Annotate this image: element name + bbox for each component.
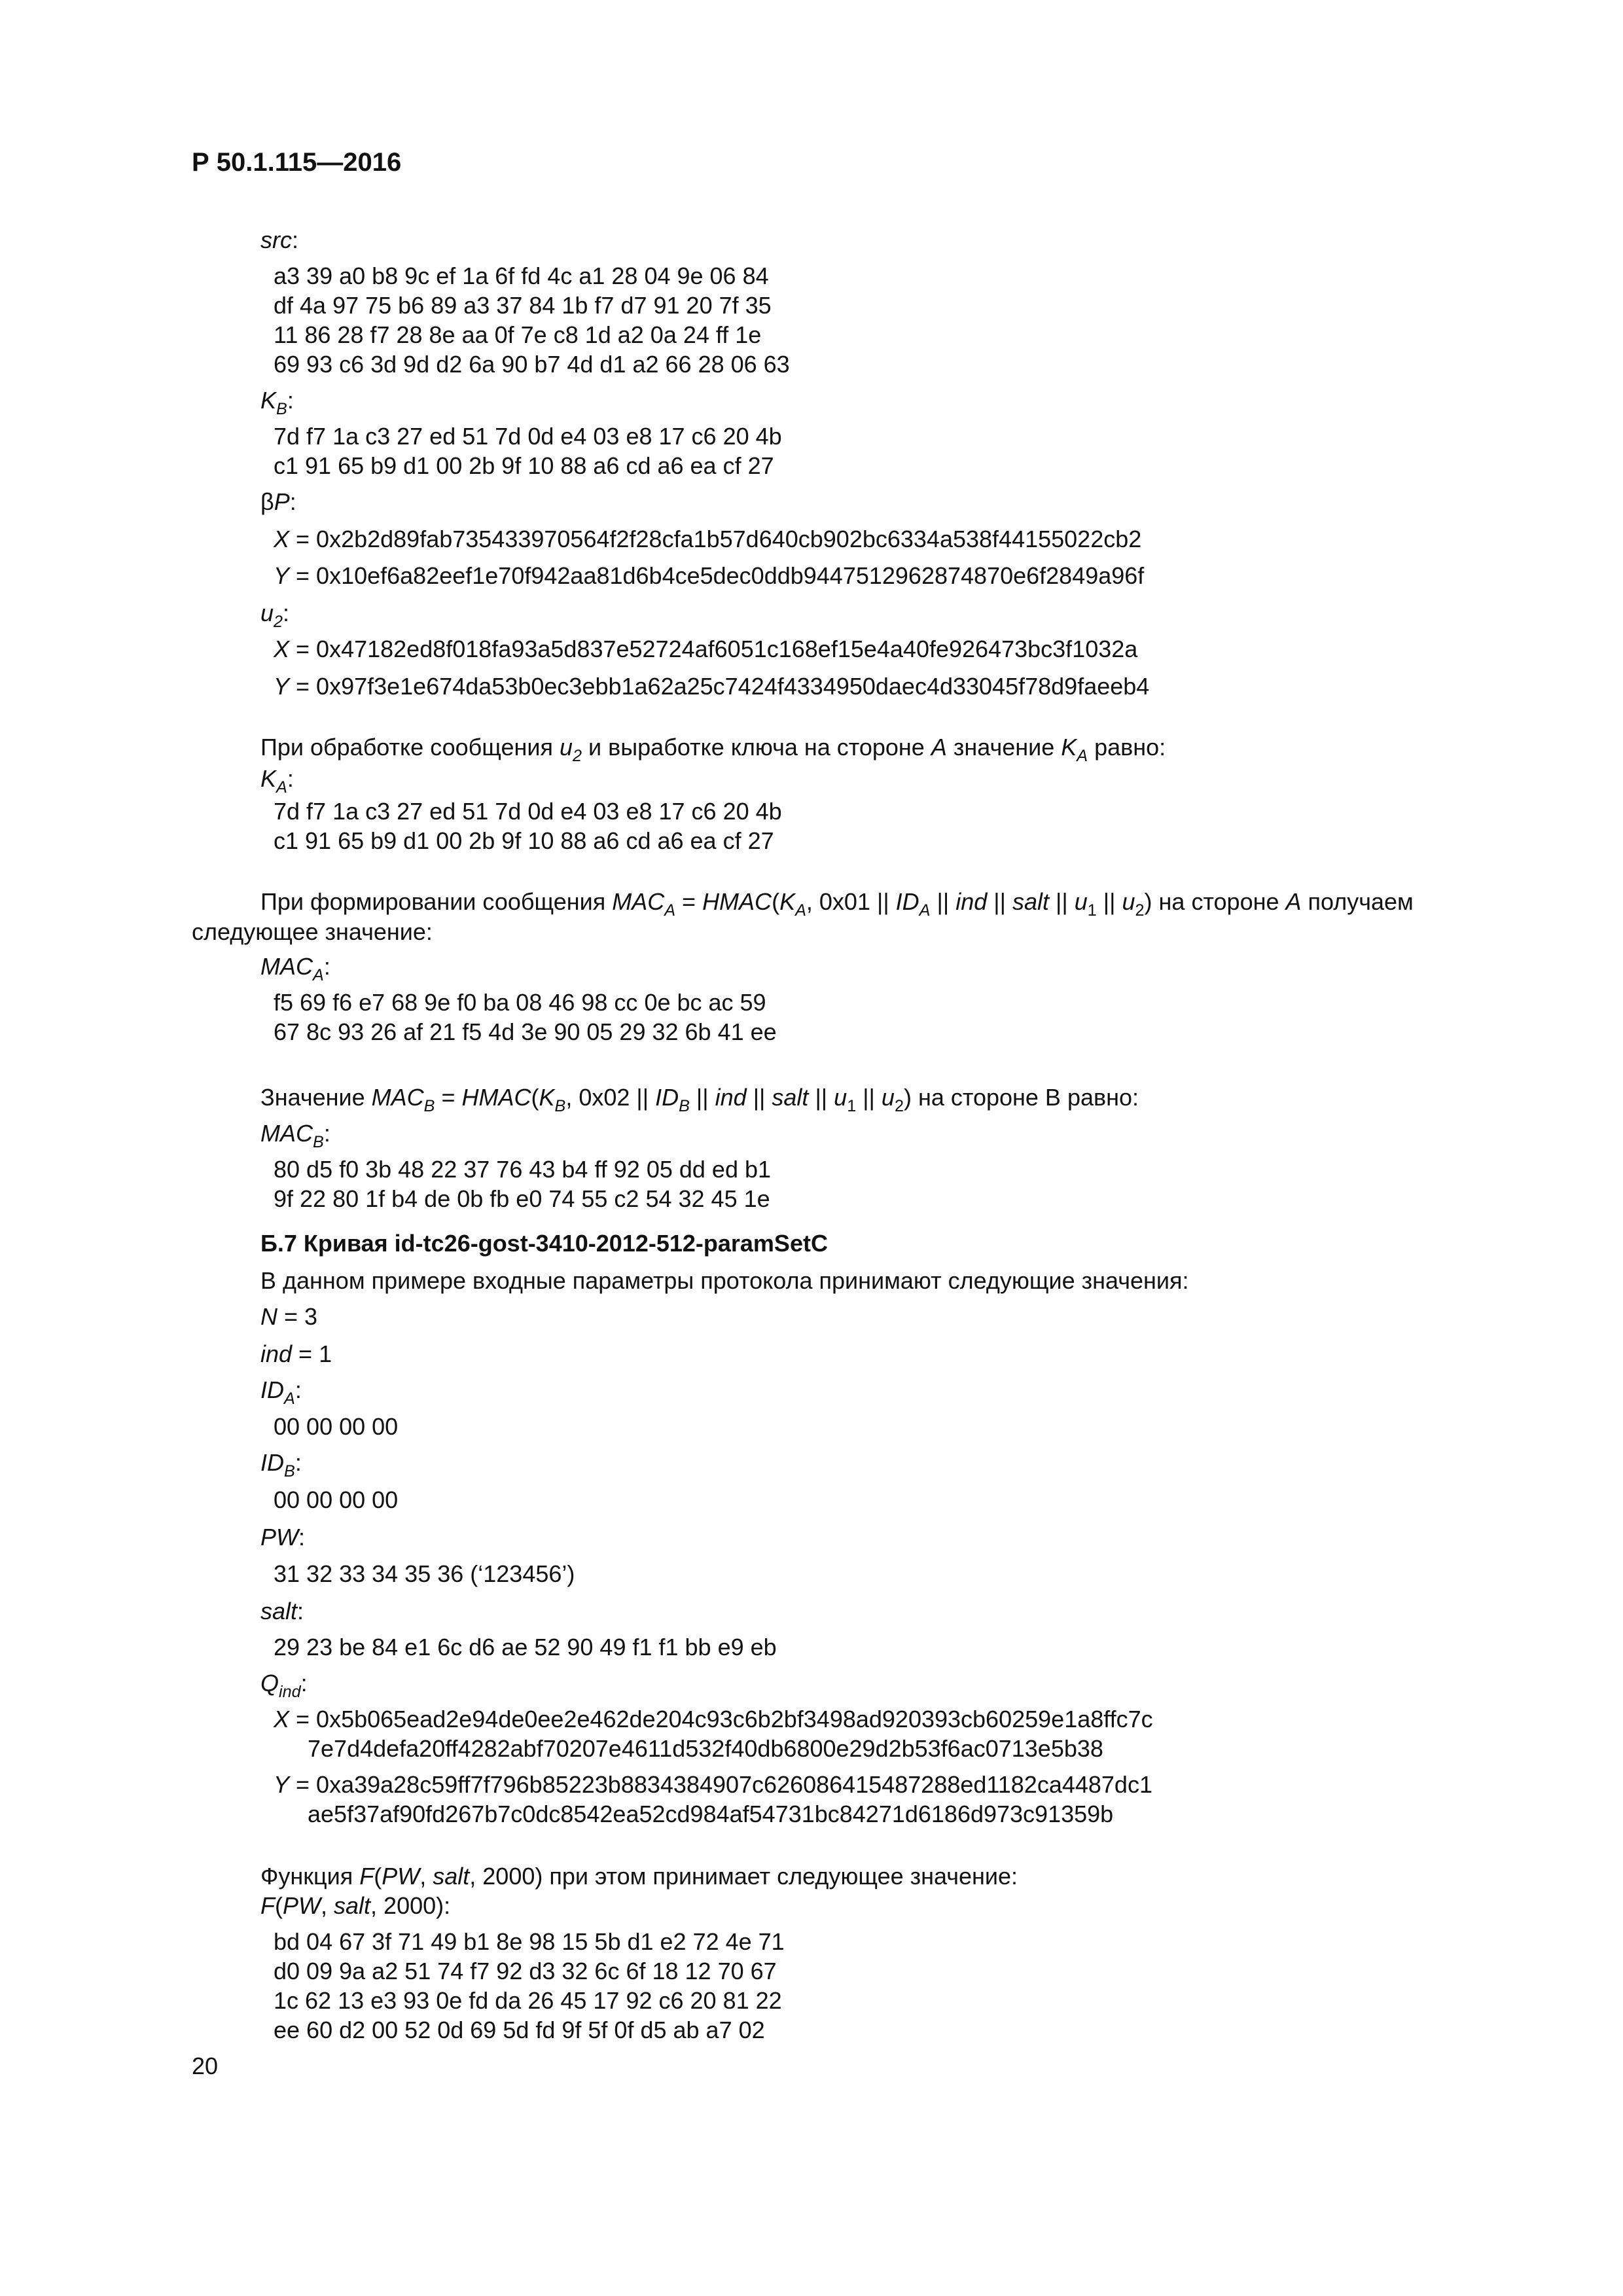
src-label: src:	[260, 226, 299, 253]
func-line-2: d0 09 9a a2 51 74 f7 92 d3 32 6c 6f 18 12 70 67	[274, 1958, 777, 1984]
section-intro: В данном примере входные параметры протокола принимают следующие значения:	[260, 1267, 1189, 1294]
bp-x: X = 0x2b2d89fab735433970564f2f28cfa1b57d640cb902bc6334a538f44155022cb2	[274, 526, 1142, 552]
salt-label: salt:	[260, 1598, 304, 1624]
salt-value: 29 23 be 84 e1 6c d6 ae 52 90 49 f1 f1 bb e9 eb	[274, 1634, 777, 1660]
param-n: N = 3	[260, 1303, 318, 1330]
macb-paragraph: Значение $MAC_B$ = $HMAC(K_B$, 0x02 || $ID_B$ || ind || salt || $u_1$ || $u_2$) на стороне В равно:	[260, 1084, 1139, 1115]
idb-value: 00 00 00 00	[274, 1486, 399, 1513]
u2-label: $u_2$:	[260, 600, 290, 631]
qind-y-line-2: ae5f37af90fd267b7c0dc8542ea52cd984af54731bc84271d6186d973c91359b	[308, 1801, 1114, 1827]
maca-paragraph-line-2: следующее значение:	[192, 918, 433, 945]
macb-line-2: 9f 22 80 1f b4 de 0b fb e0 74 55 c2 54 32 45 1e	[274, 1185, 770, 1212]
param-ind: ind = 1	[260, 1340, 332, 1367]
maca-line-1: f5 69 f6 e7 68 9e f0 ba 08 46 98 cc 0e bc ac 59	[274, 989, 766, 1016]
src-line-1: a3 39 a0 b8 9c ef 1a 6f fd 4c a1 28 04 9e 06 84	[274, 262, 769, 289]
maca-label: $MAC_A$:	[260, 953, 330, 984]
macb-line-1: 80 d5 f0 3b 48 22 37 76 43 b4 ff 92 05 dd ed b1	[274, 1156, 772, 1183]
ka-paragraph: При обработке сообщения $u_2$ и выработке ключа на стороне A значение $K_A$ равно:	[260, 734, 1166, 765]
qind-y-line-1: Y = 0xa39a28c59ff7f796b85223b8834384907c626086415487288ed1182ca4487dc1	[274, 1771, 1152, 1798]
maca-paragraph-line-1: При формировании сообщения $MAC_A$ = $HMAC(K_A$, 0x01 || $ID_A$ || ind || salt || $u_1$ || $u_2$) на стороне A получаем	[260, 888, 1414, 920]
ida-label: $ID_A$:	[260, 1376, 302, 1408]
kb-line-1: 7d f7 1a c3 27 ed 51 7d 0d e4 03 e8 17 c6 20 4b	[274, 423, 782, 450]
page-number: 20	[192, 2053, 219, 2079]
src-line-2: df 4a 97 75 b6 89 a3 37 84 1b f7 d7 91 20 7f 35	[274, 292, 772, 319]
qind-label: $Q_{ind}$:	[260, 1670, 308, 1701]
ka-label: $K_A$:	[260, 765, 294, 797]
macb-label: $MAC_B$:	[260, 1120, 330, 1151]
bp-label: βP:	[260, 488, 296, 515]
func-intro: Функция F(PW, salt, 2000) при этом принимает следующее значение:	[260, 1863, 1018, 1890]
ka-line-1: 7d f7 1a c3 27 ed 51 7d 0d e4 03 e8 17 c6 20 4b	[274, 798, 782, 825]
bp-y: Y = 0x10ef6a82eef1e70f942aa81d6b4ce5dec0ddb9447512962874870e6f2849a96f	[274, 562, 1145, 589]
qind-x-line-1: X = 0x5b065ead2e94de0ee2e462de204c93c6b2bf3498ad920393cb60259e1a8ffc7c	[274, 1706, 1153, 1732]
ka-line-2: c1 91 65 b9 d1 00 2b 9f 10 88 a6 cd a6 ea cf 27	[274, 827, 774, 854]
section-heading: Б.7 Кривая id-tc26-gost-3410-2012-512-paramSetC	[260, 1230, 828, 1257]
idb-label: $ID_B$:	[260, 1449, 302, 1480]
pw-label: PW:	[260, 1524, 306, 1551]
kb-line-2: c1 91 65 b9 d1 00 2b 9f 10 88 a6 cd a6 ea cf 27	[274, 452, 774, 479]
u2-x: X = 0x47182ed8f018fa93a5d837e52724af6051c168ef15e4a40fe926473bc3f1032a	[274, 636, 1138, 662]
ida-value: 00 00 00 00	[274, 1413, 399, 1440]
func-line-4: ee 60 d2 00 52 0d 69 5d fd 9f 5f 0f d5 ab a7 02	[274, 2017, 765, 2043]
func-line-3: 1c 62 13 e3 93 0e fd da 26 45 17 92 c6 20 81 22	[274, 1987, 782, 2014]
src-line-3: 11 86 28 f7 28 8e aa 0f 7e c8 1d a2 0a 24 ff 1e	[274, 321, 762, 348]
pw-value: 31 32 33 34 35 36 (‘123456’)	[274, 1560, 575, 1587]
func-label: F(PW, salt, 2000):	[260, 1892, 451, 1919]
src-line-4: 69 93 c6 3d 9d d2 6a 90 b7 4d d1 a2 66 28 06 63	[274, 351, 790, 378]
u2-y: Y = 0x97f3e1e674da53b0ec3ebb1a62a25c7424f4334950daec4d33045f78d9faeeb4	[274, 673, 1150, 700]
qind-x-line-2: 7e7d4defa20ff4282abf70207e4611d532f40db6800e29d2b53f6ac0713e5b38	[308, 1735, 1103, 1762]
maca-line-2: 67 8c 93 26 af 21 f5 4d 3e 90 05 29 32 6b 41 ee	[274, 1018, 777, 1045]
kb-label: $K_B$:	[260, 387, 294, 418]
func-line-1: bd 04 67 3f 71 49 b1 8e 98 15 5b d1 e2 72 4e 71	[274, 1928, 785, 1955]
document-number: Р 50.1.115—2016	[192, 148, 402, 177]
